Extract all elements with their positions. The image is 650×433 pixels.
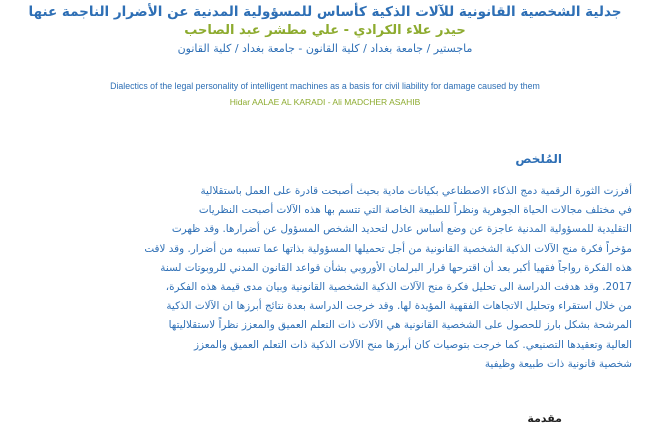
authors-arabic: حيدر علاء الكرادي - علي مطشر عبد الصاحب: [184, 23, 466, 38]
abstract-line: هذه الفكرة رواجاً فقهيا أكبر بعد أن اقترحها قرار البرلمان الأوروبي بشأن قواعد القانون المدني للروبوتات لسنة: [160, 261, 632, 274]
abstract-line: 2017. وقد هدفت الدراسة الى تحليل فكرة منح الآلات الذكية الشخصية القانونية وبيان مدى قيمة هذه الفكرة،: [165, 281, 632, 294]
introduction-heading: مقدمة: [527, 412, 562, 425]
abstract-line: العالية وتعقيدها التصنيعي. كما خرجت بتوصيات كان أبرزها منح الآلات الذكية ذات التعلم العميق والمعزز: [194, 338, 632, 351]
abstract-line: من خلال استقراء وتحليل الاتجاهات الفقهية المؤيدة لها. وقد خرجت الدراسة بعدة نتائج أبرزها ان الآلات الذكية: [166, 300, 632, 313]
abstract-line: التقليدية للمسؤولية المدنية عاجزة عن وضع أساس عادل لتحديد الشخص المسؤول عن أضرارها. وقد ظهرت: [171, 223, 632, 236]
abstract-line: شخصية قانونية ذات طبيعة وظيفية: [484, 357, 632, 370]
abstract-line: المرشحة بشكل بارز للحصول على الشخصية القانونية هي الآلات ذات التعلم العميق والمعزز نظراً لاستقلاليتها: [168, 319, 632, 332]
abstract-line: في مختلف مجالات الحياة الجوهرية ونظراً للطبيعة الخاصة التي تتسم بها هذه الآلات أصبحت النظريات: [198, 204, 632, 217]
paper-title-arabic: جدلية الشخصية القانونية للآلات الذكية كأساس للمسؤولية المدنية عن الأضرار الناجمة عنها: [28, 4, 622, 20]
paper-title-english: Dialectics of the legal personality of intelligent machines as a basis for civil liability for damage caused by them: [110, 81, 540, 91]
abstract-line: مؤخراً فكرة منح الآلات الذكية الشخصية القانونية من أجل تحميلها المسؤولية بذاتها عما تسببه من أضرار. وقد لاقت: [144, 242, 632, 255]
affiliation-arabic: ماجستير / جامعة بغداد / كلية القانون - جامعة بغداد / كلية القانون: [177, 42, 473, 55]
abstract-heading: المُلخص: [515, 152, 562, 166]
abstract-body: [66, 182, 632, 374]
abstract-line: أفرزت الثورة الرقمية دمج الذكاء الاصطناعي بكيانات مادية بحيث أصبحت قادرة على العمل باستقلالية: [200, 185, 632, 197]
authors-english: Hidar AALAE AL KARADI - Ali MADCHER ASAHIB: [229, 97, 421, 107]
